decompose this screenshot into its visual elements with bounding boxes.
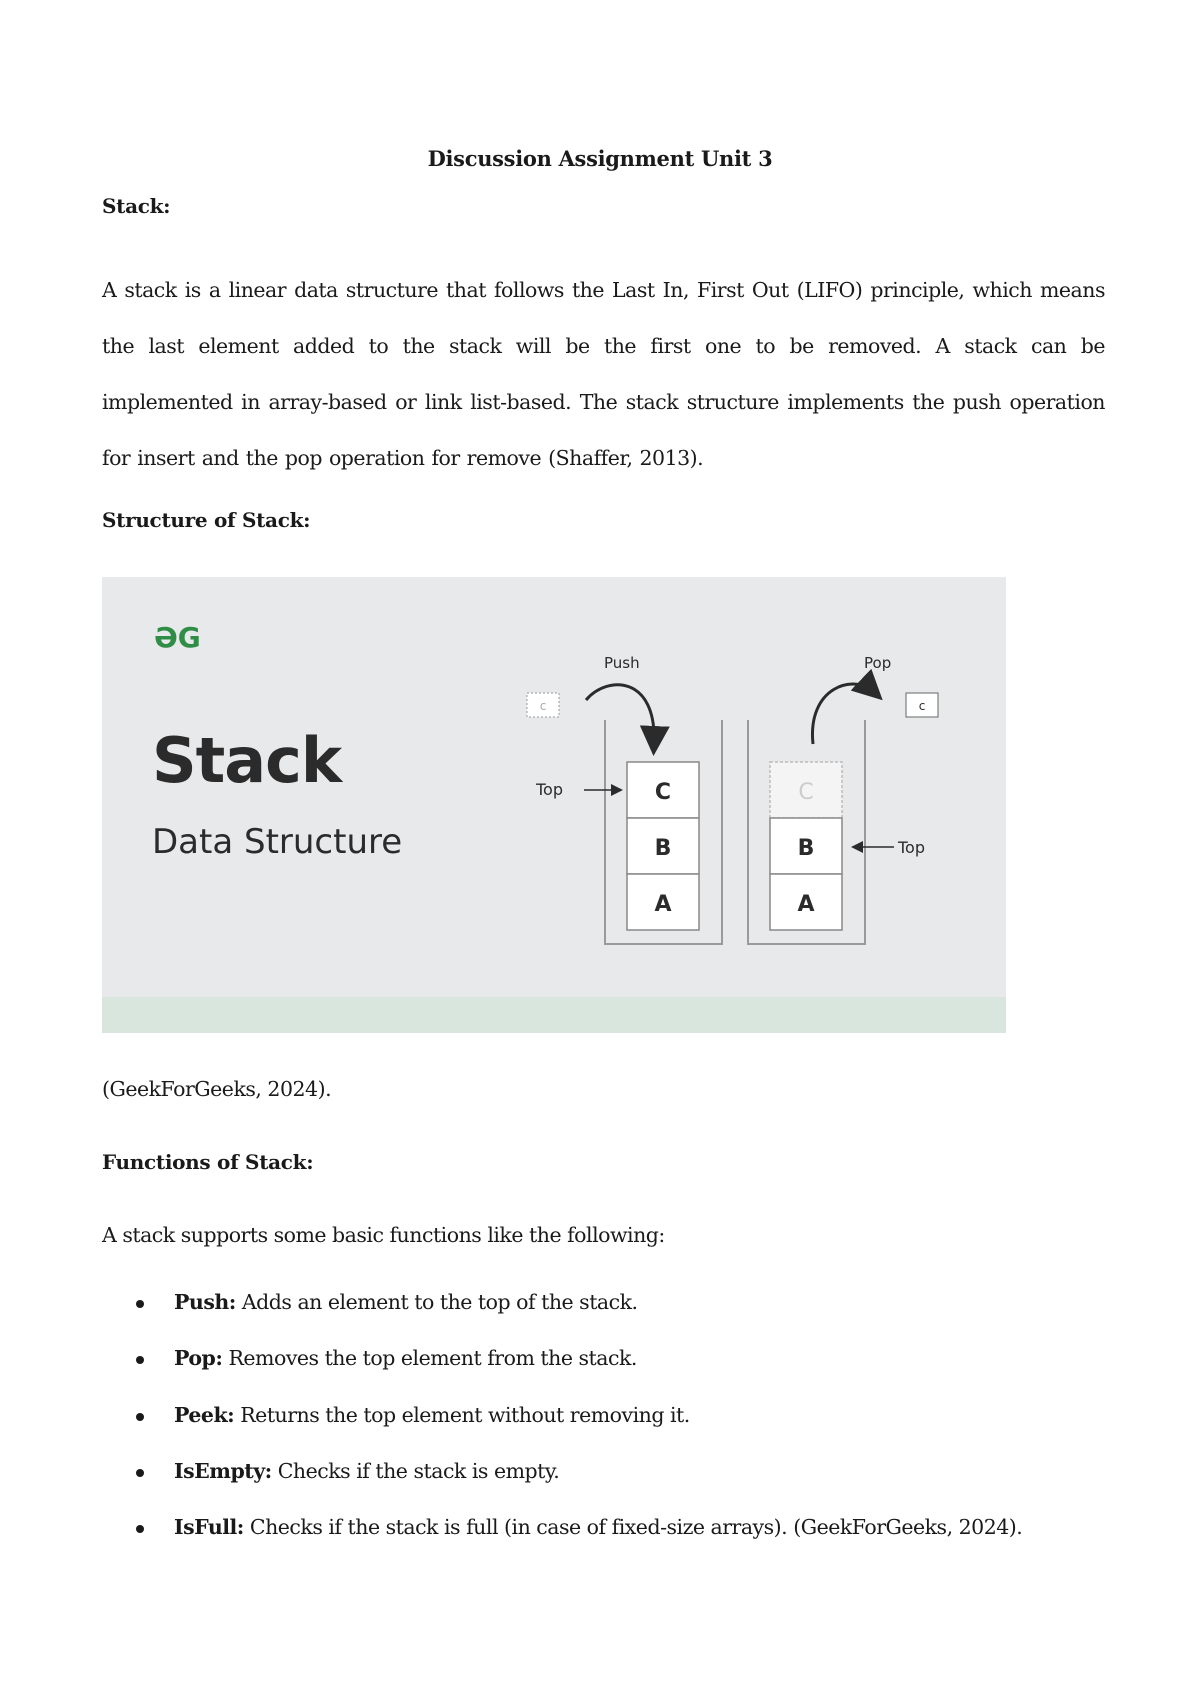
- stack-figure: [102, 577, 1006, 1033]
- function-term: Push:: [174, 1290, 236, 1314]
- figure-background: [102, 577, 1006, 1033]
- push-label: Push: [604, 654, 640, 672]
- function-term: Peek:: [174, 1403, 235, 1427]
- bullet-icon: [136, 1413, 144, 1421]
- function-desc: Adds an element to the top of the stack.: [235, 1290, 638, 1314]
- function-desc: Removes the top element from the stack.: [222, 1346, 637, 1370]
- incoming-element-label: c: [539, 699, 547, 713]
- bullet-icon: [136, 1525, 144, 1533]
- figure-title: Stack: [152, 724, 342, 797]
- function-desc: Checks if the stack is empty.: [271, 1459, 560, 1483]
- stack-heading: Stack:: [102, 194, 171, 218]
- pop-top-label: Top: [898, 838, 925, 857]
- push-stack-value: B: [654, 836, 672, 861]
- bullet-icon: [136, 1469, 144, 1477]
- stack-paragraph: A stack is a linear data structure that follows the Last In, First Out (LIFO) principle, which means the last element added to the stack will be the first one to be removed. A stack can be implemented in array-based or link list-based. The stack structure implements the push operation for insert and the pop operation for remove (Shaffer, 2013).: [102, 278, 1105, 470]
- push-stack-value: C: [654, 780, 672, 805]
- bullet-icon: [136, 1356, 144, 1364]
- function-term: IsFull:: [174, 1515, 244, 1539]
- figure-caption: (GeekForGeeks, 2024).: [102, 1077, 332, 1101]
- function-term: Pop:: [174, 1346, 223, 1370]
- functions-intro: A stack supports some basic functions like the following:: [102, 1223, 665, 1247]
- gfg-logo: ƏG: [154, 621, 201, 654]
- function-desc: Returns the top element without removing it.: [234, 1403, 690, 1427]
- outgoing-element-label: c: [918, 699, 926, 713]
- function-term: IsEmpty:: [174, 1459, 272, 1483]
- push-top-label: Top: [536, 780, 563, 799]
- pop-stack-value-removed: C: [798, 780, 814, 805]
- bullet-icon: [136, 1300, 144, 1308]
- structure-heading: Structure of Stack:: [102, 508, 311, 532]
- functions-heading: Functions of Stack:: [102, 1150, 314, 1174]
- function-desc: Checks if the stack is full (in case of fixed-size arrays). (GeekForGeeks, 2024).: [243, 1515, 1023, 1539]
- figure-footer-band: [102, 997, 1006, 1033]
- pop-label: Pop: [864, 654, 892, 672]
- figure-subtitle: Data Structure: [152, 822, 403, 862]
- pop-stack-value: A: [797, 892, 815, 917]
- pop-stack-value: B: [797, 836, 815, 861]
- document-title: Discussion Assignment Unit 3: [427, 146, 773, 171]
- push-stack-value: A: [654, 892, 672, 917]
